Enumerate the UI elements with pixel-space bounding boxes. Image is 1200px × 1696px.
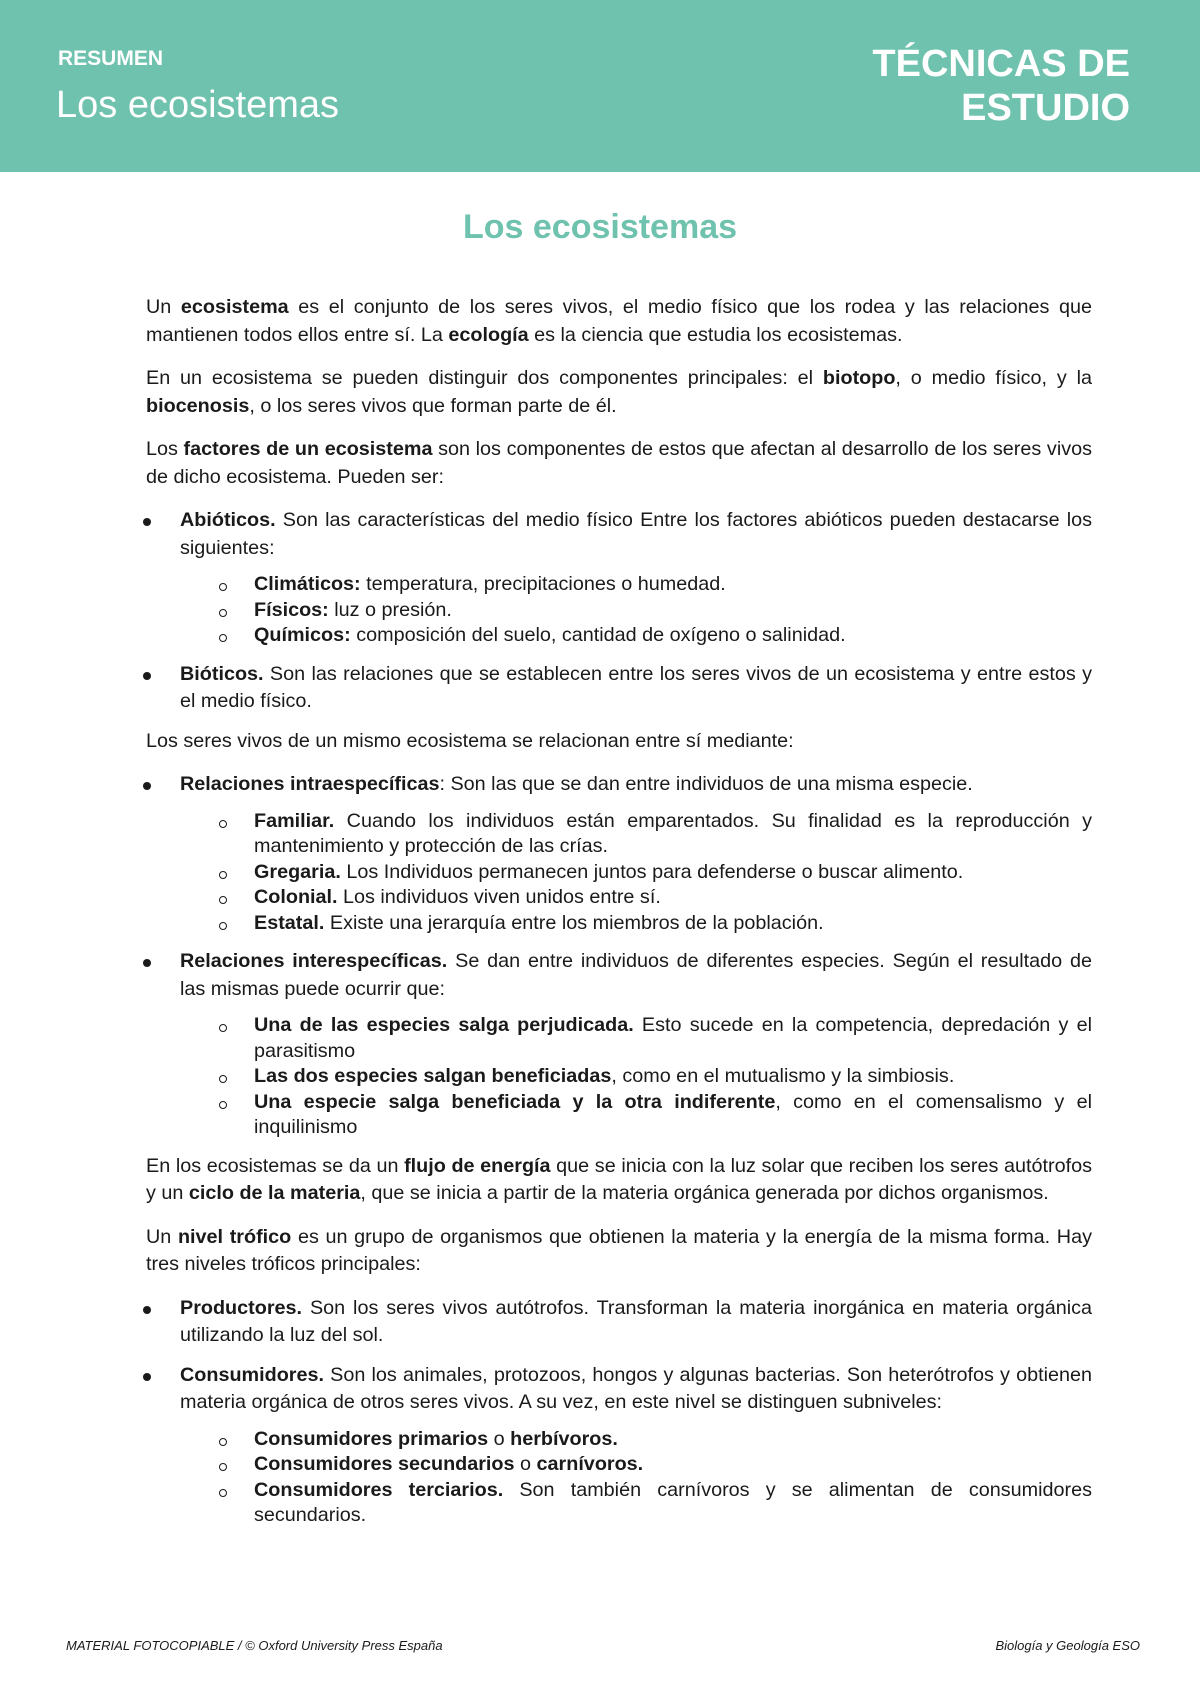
item-term: Las dos especies salgan beneficiadas <box>254 1065 612 1087</box>
term-ecosistema: ecosistema <box>180 296 289 318</box>
list-item <box>146 661 1092 716</box>
item-term: Consumidores primarios <box>254 1427 489 1450</box>
term-factores: factores de un ecosistema <box>183 438 433 460</box>
item-text: Son los seres vivos autótrofos. Transforman la materia inorgánica en materia orgánica utilizando la luz del sol. <box>180 1296 1092 1346</box>
sublist-item <box>214 1478 1092 1529</box>
item-text: Se dan entre individuos de diferentes especies. Según el resultado de las mismas puede ocurrir que: <box>180 950 1092 1000</box>
text: En los ecosistemas se da un <box>146 1154 405 1177</box>
sublist-item <box>214 1013 1092 1064</box>
sublist-item <box>214 1064 1092 1090</box>
item-term: Productores. <box>180 1296 303 1319</box>
list-item <box>146 948 1092 1141</box>
list-item <box>146 1362 1092 1529</box>
sublist-item <box>214 1427 1092 1453</box>
term-flujo-energia: flujo de energía <box>404 1154 551 1177</box>
text: Un <box>146 1225 178 1248</box>
text: es un grupo de organismos que obtienen la materia y la energía de la misma forma. Hay tres niveles tróficos principales: <box>146 1225 1092 1275</box>
paragraph-factores <box>146 436 1092 491</box>
item-text: Esto sucede en la competencia, depredación y el parasitismo <box>254 1014 1092 1062</box>
sublist-item <box>214 1452 1092 1478</box>
text: , o medio físico, y la <box>895 367 1092 389</box>
list-item <box>146 507 1092 649</box>
item-term: Abióticos. <box>180 509 276 531</box>
item-term: carnívoros. <box>536 1453 644 1475</box>
text: es el conjunto de los seres vivos, el medio físico que los rodea y las relaciones que mantienen todos ellos entre sí. La <box>146 296 1092 346</box>
item-term: Climáticos: <box>254 573 361 595</box>
item-term: Consumidores. <box>180 1363 324 1386</box>
levels-list <box>146 1295 1092 1529</box>
document-title: Los ecosistemas <box>462 208 738 246</box>
item-text: Son los animales, protozoos, hongos y algunas bacterias. Son heterótrofos y obtienen materia orgánica de otros seres vivos. A su vez, en este nivel se distinguen subniveles: <box>180 1363 1092 1413</box>
relations-list <box>146 771 1092 1141</box>
sublist <box>180 572 1092 649</box>
item-text: , como en el mutualismo y la simbiosis. <box>611 1065 955 1087</box>
item-text: Los individuos viven unidos entre sí. <box>337 886 661 908</box>
item-term: Una especie salga beneficiada y la otra indiferente <box>254 1090 776 1113</box>
sublist-item <box>214 860 1092 886</box>
term-ecologia: ecología <box>448 323 529 346</box>
paragraph-ecosistema <box>146 294 1092 349</box>
item-term: Relaciones interespecíficas. <box>180 950 448 972</box>
item-text: composición del suelo, cantidad de oxígeno o salinidad. <box>350 624 846 646</box>
item-text: temperatura, precipitaciones o humedad. <box>360 573 726 595</box>
paragraph-componentes <box>146 365 1092 420</box>
term-nivel-trofico: nivel trófico <box>177 1225 292 1248</box>
item-term: Familiar. <box>254 809 335 832</box>
factors-list <box>146 507 1092 716</box>
term-ciclo-materia: ciclo de la materia <box>188 1182 361 1204</box>
header-section-label <box>872 42 1130 130</box>
text: En un ecosistema se pueden distinguir dos componentes principales: el <box>146 367 823 389</box>
paragraph-relaciones: Los seres vivos de un mismo ecosistema se relacionan entre sí mediante: <box>146 729 794 752</box>
text: Los <box>146 438 184 460</box>
sublist-item <box>214 623 1092 649</box>
item-text: Son las características del medio físico Entre los factores abióticos pueden destacarse los siguientes: <box>180 509 1092 559</box>
item-term: herbívoros. <box>510 1427 618 1450</box>
sublist-item <box>214 809 1092 860</box>
item-text: Son también carnívoros y se alimentan de consumidores secundarios. <box>254 1478 1092 1526</box>
text: es la ciencia que estudia los ecosistemas. <box>528 323 903 346</box>
term-biotopo: biotopo <box>822 367 896 389</box>
text: , que se inicia a partir de la materia orgánica generada por dichos organismos. <box>360 1182 1049 1204</box>
text: que se inicia con la luz solar que reciben los seres autótrofos y un <box>146 1154 1093 1204</box>
item-text: , como en el comensalismo y el inquilinismo <box>254 1090 1092 1138</box>
text: Un <box>146 296 181 318</box>
item-term: Gregaria. <box>254 860 341 883</box>
header-banner <box>0 0 1200 172</box>
list-item <box>146 771 1092 936</box>
sublist-item <box>214 885 1092 911</box>
item-term: Consumidores secundarios <box>254 1453 515 1475</box>
item-text: Son las relaciones que se establecen entre los seres vivos de un ecosistema y entre estos y el medio físico. <box>180 662 1092 712</box>
item-text: o <box>514 1453 537 1475</box>
item-term: Una de las especies salga perjudicada. <box>254 1014 634 1036</box>
item-term: Estatal. <box>254 911 325 934</box>
item-text: Existe una jerarquía entre los miembros de la población. <box>324 911 824 934</box>
sublist <box>180 809 1092 937</box>
document-body <box>146 294 1092 1541</box>
item-text: luz o presión. <box>328 598 452 621</box>
text: son los componentes de estos que afectan al desarrollo de los seres vivos de dicho ecosistema. Pueden ser: <box>146 438 1092 488</box>
sublist <box>180 1427 1092 1529</box>
item-term: Colonial. <box>254 886 338 908</box>
item-text: Los Individuos permanecen juntos para defenderse o buscar alimento. <box>340 860 964 883</box>
item-text: Cuando los individuos están emparentados. Su finalidad es la reproducción y mantenimiento y protección de las crías. <box>254 809 1092 857</box>
header-section-line2: ESTUDIO <box>961 87 1130 129</box>
sublist-item <box>214 598 1092 624</box>
sublist-item <box>214 572 1092 598</box>
footer-subject: Biología y Geología ESO <box>995 1638 1140 1653</box>
sublist-item <box>214 1090 1092 1141</box>
sublist-item <box>214 911 1092 937</box>
item-text: o <box>488 1427 511 1450</box>
sublist <box>180 1013 1092 1141</box>
list-item <box>146 1295 1092 1350</box>
text: , o los seres vivos que forman parte de él. <box>249 394 617 417</box>
footer-copyright: MATERIAL FOTOCOPIABLE / © Oxford University Press España <box>66 1638 443 1653</box>
item-text: : Son las que se dan entre individuos de una misma especie. <box>439 773 973 795</box>
header-section-line1: TÉCNICAS DE <box>872 43 1130 85</box>
paragraph-flujo-energia <box>146 1153 1092 1208</box>
item-term: Bióticos. <box>180 662 264 685</box>
item-term: Químicos: <box>254 624 351 646</box>
item-term: Relaciones intraespecíficas <box>180 773 440 795</box>
header-kicker: RESUMEN <box>58 47 164 70</box>
paragraph-nivel-trofico <box>146 1224 1092 1279</box>
item-term: Consumidores terciarios. <box>254 1478 504 1501</box>
item-term: Físicos: <box>254 598 329 621</box>
term-biocenosis: biocenosis <box>146 394 250 417</box>
header-title: Los ecosistemas <box>56 84 340 126</box>
